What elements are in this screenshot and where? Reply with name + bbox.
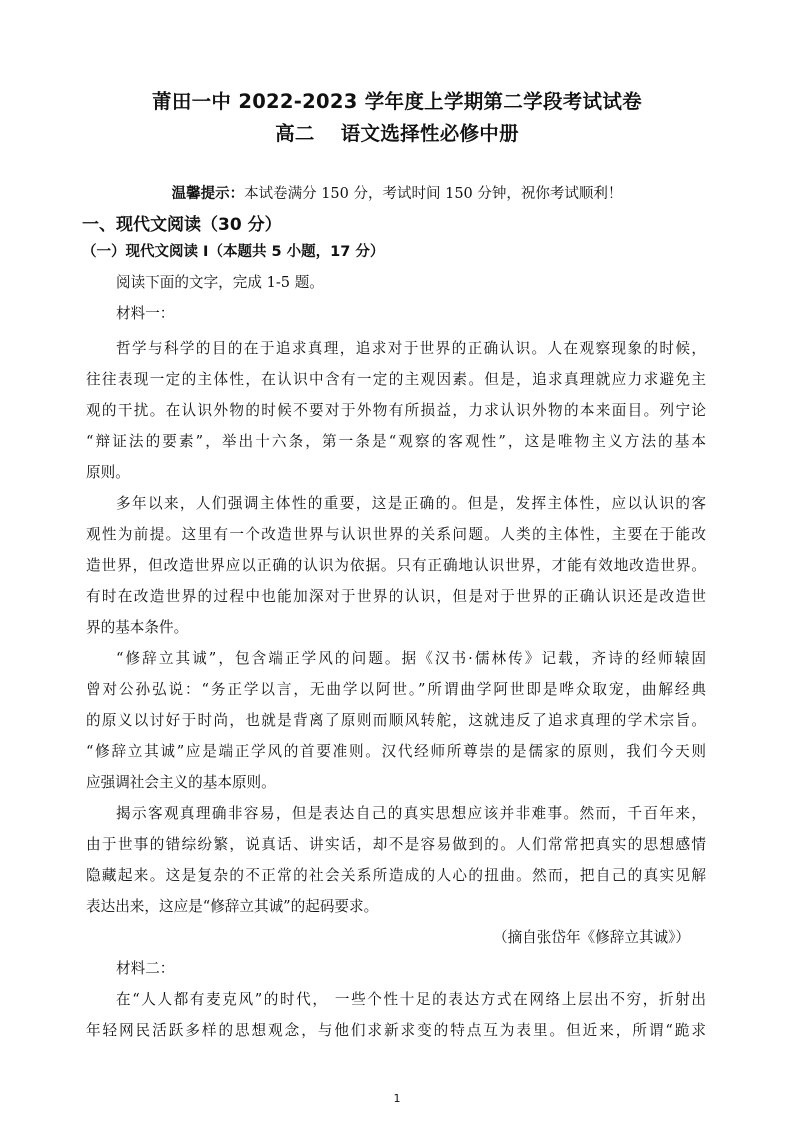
text-line: 应强调社会主义的基本原则。 (86, 774, 276, 791)
reading-instruction: 阅读下面的文字，完成 1-5 题。 (116, 274, 324, 291)
text-line: 多年以来，人们强调主体性的重要，这是正确的。但是，发挥主体性，应以认识的客 (116, 495, 706, 512)
subject-label: 语文选择性必修中册 (340, 122, 519, 145)
text-line: 年轻网民活跃多样的思想观念，与他们求新求变的特点互为表里。但近来，所谓“跪求 (86, 1022, 706, 1039)
text-line: 由于世事的错综纷繁，说真话、讲实话，却不是容易做到的。人们常常把真实的思想感情 (86, 836, 706, 853)
text-line: 在“人人都有麦克风”的时代， 一些个性十足的表达方式在网络上层出不穷，折射出 (116, 991, 706, 1008)
text-line: 曾对公孙弘说：“务正学以言，无曲学以阿世。”所谓曲学阿世即是哗众取宠，曲解经典 (86, 681, 706, 698)
text-line: 观的干扰。在认识外物的时候不要对于外物有所损益，力求认识外物的本来面目。列宁论 (86, 402, 706, 419)
text-line: 表达出来，这应是“修辞立其诚”的起码要求。 (86, 898, 379, 915)
material-label: 材料一： (116, 305, 175, 322)
grade-label: 高二 (275, 122, 315, 145)
text-line: 往往表现一定的主体性，在认识中含有一定的主观因素。但是，追求真理就应力求避免主 (86, 371, 706, 388)
text-line: 观性为前提。这里有一个改造世界与认识世界的关系问题。人类的主体性，主要在于能改 (86, 526, 706, 543)
tip-label: 温馨提示： (171, 186, 245, 202)
text-line: 隐藏起来。这是复杂的不正常的社会关系所造成的人心的扭曲。然而，把自己的真实见解 (86, 867, 706, 884)
text-line: 有时在改造世界的过程中也能加深对于世界的认识，但是对于世界的正确认识还是改造世 (86, 588, 706, 605)
text-line: 造世界，但改造世界应以正确的认识为依据。只有正确地认识世界，才能有效地改造世界。 (86, 557, 706, 574)
tip-text: 本试卷满分 150 分，考试时间 150 分钟，祝你考试顺利！ (244, 186, 623, 202)
text-line: 的原义以讨好于时尚，也就是背离了原则而顺风转舵，这就违反了追求真理的学术宗旨。 (86, 712, 706, 729)
text-line: “辩证法的要素”，举出十六条，第一条是“观察的客观性”，这是唯物主义方法的基本 (86, 433, 706, 450)
section-heading: 一、现代文阅读（30 分） (82, 215, 282, 235)
source-citation: （摘自张岱年《修辞立其诚》） (492, 929, 690, 946)
exam-subtitle (0, 118, 794, 146)
text-line: “修辞立其诚”，包含端正学风的问题。据《汉书·儒林传》记载，齐诗的经师辕固 (116, 650, 706, 667)
text-line: 哲学与科学的目的在于追求真理，追求对于世界的正确认识。人在观察现象的时候， (116, 340, 706, 357)
subsection-heading: （一）现代文阅读 I（本题共 5 小题，17 分） (82, 244, 385, 260)
text-line: 界的基本条件。 (86, 619, 189, 636)
text-line: 原则。 (86, 464, 130, 481)
material-label: 材料二： (116, 960, 175, 977)
text-line: 揭示客观真理确非容易，但是表达自己的真实思想应该并非难事。然而，千百年来， (116, 805, 706, 822)
text-line: “修辞立其诚”应是端正学风的首要准则。汉代经师所尊崇的是儒家的原则，我们今天则 (86, 743, 706, 760)
exam-title: 莆田一中 2022-2023 学年度上学期第二学段考试试卷 (152, 90, 642, 113)
exam-tip (0, 182, 794, 203)
page-number: 1 (393, 1092, 401, 1105)
